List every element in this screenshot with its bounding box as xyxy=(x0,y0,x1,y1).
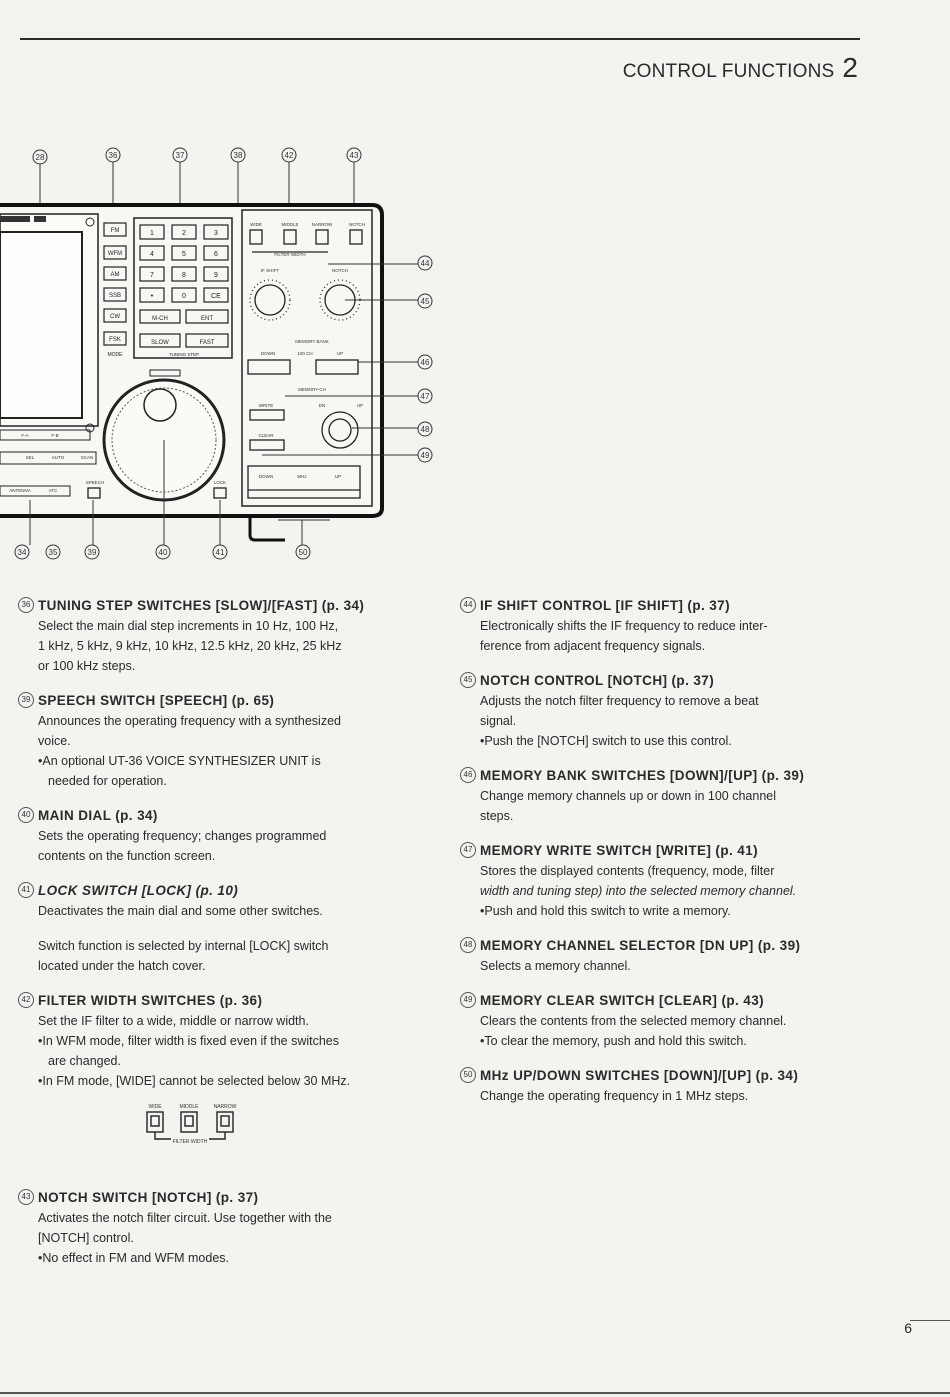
entry-line: signal. xyxy=(480,714,517,728)
callout-41: 41 xyxy=(215,548,225,557)
entry-number: 40 xyxy=(18,807,34,823)
fw-filter-width-label: FILTER WIDTH xyxy=(172,1139,208,1145)
callout-50: 50 xyxy=(298,548,308,557)
bottom-rule xyxy=(0,1392,950,1394)
mhz-label: MHz xyxy=(297,474,307,479)
entry-number: 50 xyxy=(460,1067,476,1083)
note-line: located under the hatch cover. xyxy=(38,959,206,973)
entry-49 xyxy=(460,991,860,1051)
keypad-key-ent[interactable]: ENT xyxy=(201,316,213,322)
entry-line: width and tuning step) into the selected memory channel. xyxy=(480,884,797,898)
mhz-down-label: DOWN xyxy=(258,474,274,479)
entry-48 xyxy=(460,936,860,976)
entry-number: 41 xyxy=(18,882,34,898)
keypad-key-9[interactable]: 9 xyxy=(214,272,218,279)
lock-note xyxy=(18,936,418,976)
notch-knob-label: NOTCH xyxy=(332,268,348,273)
entry-title: MEMORY CHANNEL SELECTOR [DN UP] (p. 39) xyxy=(480,938,801,953)
callout-40: 40 xyxy=(158,548,168,557)
tuning-slow-button[interactable]: SLOW xyxy=(151,340,169,346)
entry-title: MEMORY BANK SWITCHES [DOWN]/[UP] (p. 39) xyxy=(480,768,805,783)
callout-48: 48 xyxy=(420,425,430,434)
entry-47 xyxy=(460,841,860,921)
mode-label: MODE xyxy=(107,352,123,358)
f-b-key[interactable]: F-B xyxy=(51,433,59,438)
entry-bullet-cont: are changed. xyxy=(48,1054,121,1068)
entry-number: 49 xyxy=(460,992,476,1008)
callout-42: 42 xyxy=(284,151,294,160)
entry-title: SPEECH SWITCH [SPEECH] (p. 65) xyxy=(38,693,275,708)
entry-line: or 100 kHz steps. xyxy=(38,659,136,673)
tuning-step-label: TUNING STEP xyxy=(168,352,200,357)
atc-label: ATC xyxy=(48,488,58,493)
callout-47: 47 xyxy=(420,392,430,401)
page-number-rule xyxy=(910,1320,950,1321)
mb-100ch-label: 100 CH xyxy=(297,351,313,356)
mode-key-am[interactable]: AM xyxy=(110,272,120,278)
entry-line: 1 kHz, 5 kHz, 9 kHz, 10 kHz, 12.5 kHz, 20 kHz, 25 kHz xyxy=(38,639,342,653)
filter-width-switches-illustration xyxy=(133,1101,253,1147)
keypad-key-6[interactable]: 6 xyxy=(214,251,218,258)
entry-title: NOTCH SWITCH [NOTCH] (p. 37) xyxy=(38,1190,259,1205)
mode-key-ssb[interactable]: SSB xyxy=(108,293,122,299)
entry-title: MEMORY WRITE SWITCH [WRITE] (p. 41) xyxy=(480,843,758,858)
antenna-label: ANTENNA xyxy=(9,488,31,493)
mode-key-fm[interactable]: FM xyxy=(110,228,120,234)
entry-40 xyxy=(18,806,418,866)
callout-44: 44 xyxy=(420,259,430,268)
entry-bullet: •Push and hold this switch to write a memory. xyxy=(480,904,731,918)
chapter-number: 2 xyxy=(842,52,858,83)
entry-36 xyxy=(18,596,418,676)
memory-bank-label: MEMORY BANK xyxy=(295,339,329,344)
entry-title: TUNING STEP SWITCHES [SLOW]/[FAST] (p. 34) xyxy=(38,598,365,613)
scan-label: SCAN xyxy=(80,455,94,460)
keypad-key-1[interactable]: 1 xyxy=(150,230,154,237)
fw-wide-label: WIDE xyxy=(148,1104,162,1110)
entry-bullet: •No effect in FM and WFM modes. xyxy=(38,1251,230,1265)
callout-46: 46 xyxy=(420,358,430,367)
up-label: UP xyxy=(356,403,364,408)
entry-line: Clears the contents from the selected memory channel. xyxy=(480,1014,787,1028)
entry-line: Change the operating frequency in 1 MHz steps. xyxy=(480,1089,749,1103)
page-header xyxy=(623,52,858,84)
entry-title: NOTCH CONTROL [NOTCH] (p. 37) xyxy=(480,673,715,688)
keypad-key-4[interactable]: 4 xyxy=(150,251,154,258)
clear-label: CLEAR xyxy=(258,433,274,438)
lock-label: LOCK xyxy=(213,480,227,485)
sel-key[interactable]: SEL xyxy=(25,455,35,460)
keypad-key-0[interactable]: 0 xyxy=(182,293,186,300)
entry-title: LOCK SWITCH [LOCK] (p. 10) xyxy=(38,883,239,898)
entry-line: ference from adjacent frequency signals. xyxy=(480,639,706,653)
entry-line: contents on the function screen. xyxy=(38,849,216,863)
keypad-key-ce[interactable]: CE xyxy=(211,293,221,300)
auto-key[interactable]: AUTO xyxy=(51,455,65,460)
callout-28: 28 xyxy=(35,153,45,162)
fw-narrow-label: NARROW xyxy=(213,1104,237,1110)
entry-50 xyxy=(460,1066,860,1106)
entry-line: Set the IF filter to a wide, middle or narrow width. xyxy=(38,1014,309,1028)
entry-39 xyxy=(18,691,418,791)
entry-46 xyxy=(460,766,860,826)
f-a-key[interactable]: F-A xyxy=(21,433,29,438)
entry-number: 42 xyxy=(18,992,34,1008)
mhz-up-label: UP xyxy=(334,474,342,479)
note-line: Switch function is selected by internal [LOCK] switch xyxy=(38,939,329,953)
entry-44 xyxy=(460,596,860,656)
entry-title: MAIN DIAL (p. 34) xyxy=(38,808,158,823)
entry-bullet-cont: needed for operation. xyxy=(48,774,167,788)
left-column xyxy=(18,596,418,1283)
callout-37: 37 xyxy=(175,151,185,160)
entry-line: Announces the operating frequency with a synthesized xyxy=(38,714,341,728)
keypad-key-3[interactable]: 3 xyxy=(214,230,218,237)
entry-bullet: •In WFM mode, filter width is fixed even if the switches xyxy=(38,1034,340,1048)
entry-number: 46 xyxy=(460,767,476,783)
keypad-key-mch[interactable]: M-CH xyxy=(152,316,168,322)
entry-line: Activates the notch filter circuit. Use together with the xyxy=(38,1211,332,1225)
entry-number: 45 xyxy=(460,672,476,688)
entry-42 xyxy=(18,991,418,1160)
entry-number: 43 xyxy=(18,1189,34,1205)
entry-title: MEMORY CLEAR SWITCH [CLEAR] (p. 43) xyxy=(480,993,764,1008)
entry-bullet: •Push the [NOTCH] switch to use this control. xyxy=(480,734,732,748)
keypad-key-dot[interactable]: • xyxy=(150,293,154,300)
entry-bullet: •To clear the memory, push and hold this switch. xyxy=(480,1034,747,1048)
section-title: CONTROL FUNCTIONS xyxy=(622,61,835,82)
top-rule xyxy=(20,38,860,40)
entry-45 xyxy=(460,671,860,751)
callout-38: 38 xyxy=(233,151,243,160)
entry-line: voice. xyxy=(38,734,71,748)
keypad-key-5[interactable]: 5 xyxy=(182,251,186,258)
notch-switch-label: NOTCH xyxy=(349,222,365,227)
entry-number: 44 xyxy=(460,597,476,613)
callout-45: 45 xyxy=(420,297,430,306)
mode-key-cw[interactable]: CW xyxy=(110,314,120,320)
if-shift-label: IF SHIFT xyxy=(260,268,280,273)
entry-line: Change memory channels up or down in 100 channel xyxy=(480,789,777,803)
entry-line: steps. xyxy=(480,809,514,823)
memory-ch-label: MEMORY-CH xyxy=(298,387,326,392)
entry-bullet: •In FM mode, [WIDE] cannot be selected below 30 MHz. xyxy=(38,1074,351,1088)
entry-line: Sets the operating frequency; changes programmed xyxy=(38,829,327,843)
mb-down-label: DOWN xyxy=(260,351,276,356)
entry-number: 39 xyxy=(18,692,34,708)
entry-line: Stores the displayed contents (frequency, mode, filter xyxy=(480,864,775,878)
filter-middle-label: MIDDLE xyxy=(281,222,299,227)
keypad-key-8[interactable]: 8 xyxy=(182,272,186,279)
filter-width-label: FILTER WIDTH xyxy=(274,252,306,257)
callout-49: 49 xyxy=(420,451,430,460)
callout-35: 35 xyxy=(48,548,58,557)
entry-line: Electronically shifts the IF frequency to reduce inter- xyxy=(480,619,768,633)
callout-36: 36 xyxy=(108,151,118,160)
entry-line: Select the main dial step increments in 10 Hz, 100 Hz, xyxy=(38,619,339,633)
callout-34: 34 xyxy=(17,548,27,557)
fw-middle-label: MIDDLE xyxy=(179,1104,199,1110)
callout-43: 43 xyxy=(349,151,359,160)
entry-number: 48 xyxy=(460,937,476,953)
entry-line: Deactivates the main dial and some other switches. xyxy=(38,904,323,918)
keypad-key-7[interactable]: 7 xyxy=(150,272,154,279)
entry-line: [NOTCH] control. xyxy=(38,1231,134,1245)
tuning-fast-button[interactable]: FAST xyxy=(199,340,215,346)
entry-title: IF SHIFT CONTROL [IF SHIFT] (p. 37) xyxy=(480,598,730,613)
entry-line: Adjusts the notch filter frequency to remove a beat xyxy=(480,694,759,708)
entry-bullet: •An optional UT-36 VOICE SYNTHESIZER UNIT is xyxy=(38,754,321,768)
page-number: 6 xyxy=(904,1320,912,1336)
filter-narrow-label: NARROW xyxy=(311,222,333,227)
entry-line: Selects a memory channel. xyxy=(480,959,631,973)
right-column xyxy=(460,596,860,1121)
entry-number: 47 xyxy=(460,842,476,858)
entry-title: FILTER WIDTH SWITCHES (p. 36) xyxy=(38,993,263,1008)
callout-39: 39 xyxy=(87,548,97,557)
entry-41 xyxy=(18,881,418,921)
dn-label: DN xyxy=(318,403,326,408)
keypad-key-2[interactable]: 2 xyxy=(182,230,186,237)
receiver-panel-diagram xyxy=(0,140,450,580)
filter-wide-label: WIDE xyxy=(250,222,262,227)
entry-43 xyxy=(18,1188,418,1268)
entry-number: 36 xyxy=(18,597,34,613)
write-label: WRITE xyxy=(258,403,274,408)
mode-key-wfm[interactable]: WFM xyxy=(107,251,123,257)
speech-label: SPEECH xyxy=(85,480,105,485)
mode-key-fsk[interactable]: FSK xyxy=(109,337,121,343)
mb-up-label: UP xyxy=(336,351,344,356)
entry-title: MHz UP/DOWN SWITCHES [DOWN]/[UP] (p. 34) xyxy=(480,1068,799,1083)
